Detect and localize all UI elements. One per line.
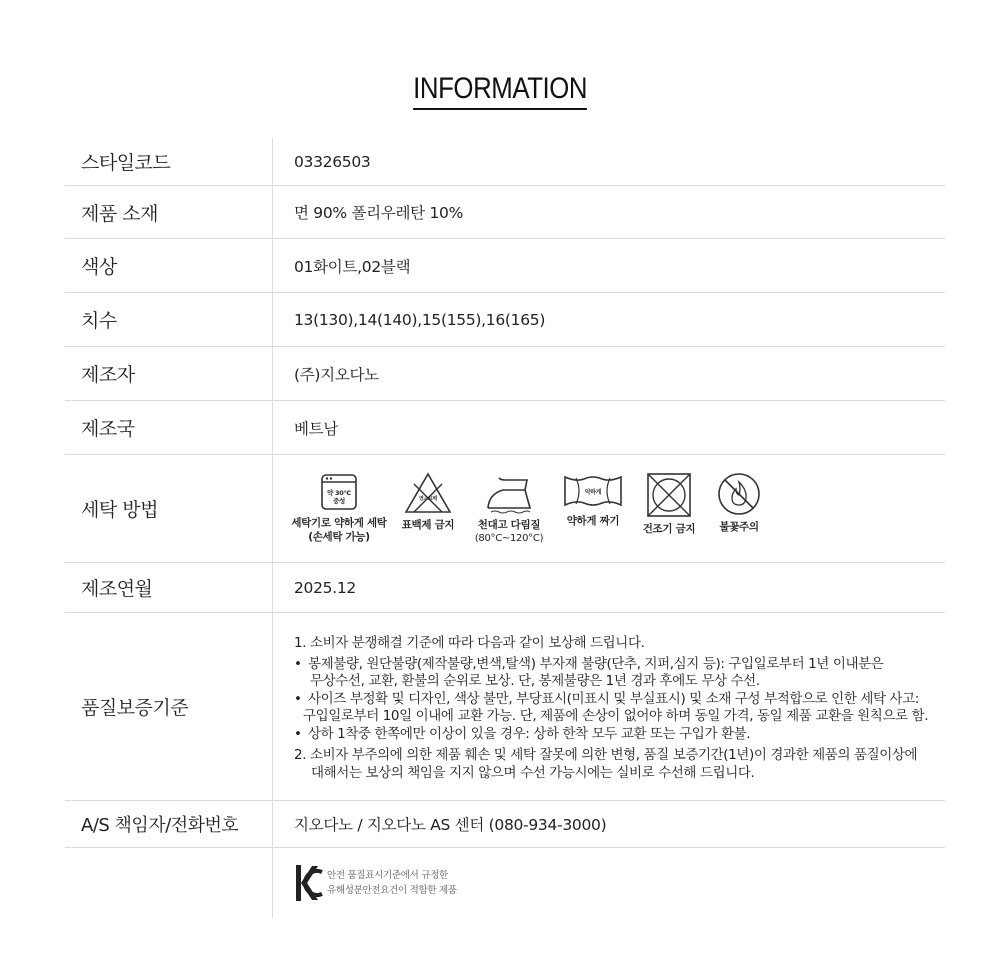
care-item-flame — [707, 472, 771, 534]
row-label: 품질보증기준 — [65, 613, 273, 800]
row-label: 제조자 — [65, 347, 273, 400]
care-item-bleach — [393, 472, 463, 532]
quality-bullet-3: • 상하 1착중 한쪽에만 이상이 있을 경우: 상하 한착 모두 교환 또는 구입가 환불. — [294, 726, 928, 744]
washing-icons — [273, 455, 945, 562]
row-label: 색상 — [65, 239, 273, 292]
row-kc — [65, 848, 945, 918]
care-caption: 천대고 다림질 — [477, 518, 541, 531]
row-label: 치수 — [65, 293, 273, 346]
care-caption: 표백제 금지 — [401, 518, 455, 531]
row-style-code — [65, 138, 945, 186]
wring-gently-icon — [562, 472, 624, 510]
wash-temp-text: 약 30°C — [327, 488, 351, 497]
row-value: (주)지오다노 — [294, 365, 379, 384]
care-item-wring — [555, 472, 631, 528]
row-manufacturer — [65, 347, 945, 401]
row-material — [65, 186, 945, 239]
row-washing — [65, 455, 945, 563]
row-label: 세탁 방법 — [65, 455, 273, 562]
row-value: 03326503 — [294, 152, 371, 171]
kc-certification — [273, 848, 945, 918]
care-caption: 불꽃주의 — [719, 520, 759, 533]
row-country — [65, 401, 945, 455]
no-flame-icon — [717, 472, 761, 516]
row-value: 01화이트,02블랙 — [294, 257, 411, 276]
kc-line-2: 유해성분안전요건이 적합한 제품 — [327, 885, 457, 896]
care-caption: 세탁기로 약하게 세탁 — [291, 516, 387, 529]
wring-icon-text: 약하게 — [584, 488, 602, 496]
quality-bullet-1: • 봉제불량, 원단불량(제작불량,변색,탈색) 부자재 불량(단추, 지퍼,심지 등): 구입일로부터 1년 이내분은 — [294, 656, 928, 674]
row-value: 지오다노 / 지오다노 AS 센터 (080-934-3000) — [294, 816, 607, 834]
care-caption-sub: (손세탁 가능) — [308, 530, 370, 543]
row-label: A/S 책임자/전화번호 — [65, 801, 273, 847]
iron-icon — [483, 472, 535, 514]
product-info-table — [65, 138, 945, 918]
row-value: 2025.12 — [294, 578, 356, 597]
no-tumble-dry-icon — [646, 472, 692, 518]
kc-mark-icon — [295, 864, 323, 902]
kc-line-1: 안전 품질표시기준에서 규정한 — [327, 870, 448, 881]
row-label-empty — [65, 848, 273, 918]
no-bleach-icon — [404, 472, 452, 514]
care-item-wash — [285, 472, 393, 544]
row-value: 면 90% 폴리우레탄 10% — [294, 204, 464, 222]
care-item-iron — [463, 472, 555, 546]
quality-bullet-2: • 사이즈 부정확 및 디자인, 색상 불만, 부당표시(미표시 및 부실표시) 및 소재 구성 부적합으로 인한 세탁 사고: — [294, 691, 928, 709]
row-label: 스타일코드 — [65, 138, 273, 185]
row-quality-guarantee — [65, 613, 945, 801]
quality-bullet-1-cont: 무상수선, 교환, 환불의 순위로 보상. 단, 봉제불량은 1년 경과 후에도 무상 수선. — [310, 673, 760, 689]
washtub-icon — [319, 472, 359, 512]
care-caption: 약하게 짜기 — [566, 514, 620, 527]
care-caption: 건조기 금지 — [642, 522, 696, 535]
row-label: 제조연월 — [65, 563, 273, 612]
row-value: 13(130),14(140),15(155),16(165) — [294, 310, 546, 329]
quality-bullet-2-cont: 구입일로부터 10일 이내에 교환 가능. 단, 제품에 손상이 없어야 하며 동일 가격, 동일 제품 교환을 원칙으로 함. — [303, 708, 929, 724]
wash-detergent-text: 중성 — [333, 496, 345, 505]
care-caption-sub: (80°C~120°C) — [474, 532, 544, 544]
row-size — [65, 293, 945, 347]
row-label: 제조국 — [65, 401, 273, 454]
page-title: INFORMATION — [413, 72, 587, 110]
quality-item-2-cont: 대해서는 보상의 책임을 지지 않으며 수선 가능시에는 실비로 수선해 드립니다. — [311, 764, 755, 781]
quality-item-2: 2. 소비자 부주의에 의한 제품 훼손 및 세탁 잘못에 의한 변형, 품질 보증기간(1년)이 경과한 제품의 품질이상에 — [294, 747, 918, 763]
row-color — [65, 239, 945, 293]
row-manufacture-date — [65, 563, 945, 613]
row-value: 베트남 — [294, 419, 339, 438]
row-as-contact — [65, 801, 945, 848]
quality-item-1: 1. 소비자 분쟁해결 기준에 따라 다음과 같이 보상해 드립니다. — [294, 635, 645, 651]
quality-text — [273, 613, 945, 800]
header — [0, 72, 1000, 110]
care-item-dryer — [631, 472, 707, 536]
row-label: 제품 소재 — [65, 186, 273, 238]
bleach-icon-text: 염소표백 — [418, 495, 438, 502]
